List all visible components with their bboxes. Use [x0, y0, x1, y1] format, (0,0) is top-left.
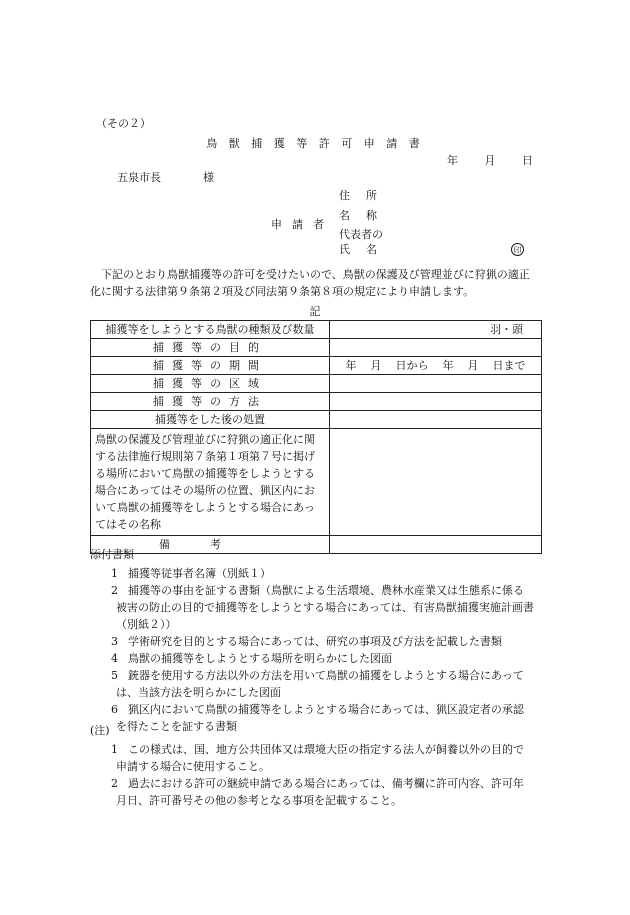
period-start-year: 年 [345, 358, 357, 372]
application-date [447, 154, 533, 167]
species-label: 捕獲等をしようとする鳥獣の種類及び数量 [91, 321, 330, 339]
purpose-label: 捕獲等の目的 [91, 339, 330, 357]
location-label: 鳥獣の保護及び管理並びに狩猟の適正化に関する法律施行規則第７条第１項第７号に掲げる場所において鳥獣の捕獲等をしようとする場合にあってはその場所の位置、猟区内において鳥獣の捕獲等をしようとする場合にあってはその名称 [91, 429, 330, 536]
notes-heading: (注) [90, 724, 110, 737]
period-end-year: 年 [442, 358, 454, 372]
applicant-address-label: 住所 [339, 189, 393, 202]
disposal-field[interactable] [330, 411, 542, 429]
table-row [91, 375, 542, 393]
list-item: 3 学術研究を目的とする場合にあっては、研究の事項及び方法を記載した書類 [111, 635, 502, 648]
addressee [117, 171, 214, 184]
attachments-heading: 添付書類 [90, 548, 134, 561]
species-unit: 羽・頭 [490, 322, 523, 336]
table-row [91, 393, 542, 411]
table-row [91, 411, 542, 429]
location-field[interactable] [330, 429, 542, 536]
seal-icon: 印 [511, 243, 524, 256]
applicant-label: 申請者 [271, 218, 334, 231]
area-label: 捕獲等の区域 [91, 375, 330, 393]
list-item: 2 過去における許可の継続申請である場合にあっては、備考欄に許可内容、許可年 月日、許可番号その他の参考となる事項を記載すること。 [111, 777, 524, 807]
period-end-day: 日まで [492, 358, 526, 372]
date-month: 月 [484, 154, 496, 167]
method-label: 捕獲等の方法 [91, 393, 330, 411]
method-field[interactable] [330, 393, 542, 411]
table-row [91, 321, 542, 339]
applicant-representative-label: 代表者の [339, 228, 383, 241]
list-item: 1 この様式は、国、地方公共団体又は環境大臣の指定する法人が飼養以外の目的で 申請する場合に使用すること。 [111, 743, 524, 773]
intro-paragraph: 下記のとおり鳥獣捕獲等の許可を受けたいので、鳥獣の保護及び管理並びに狩猟の適正化に関する法律第９条第２項及び同法第９条第８項の規定により申請します。 [90, 268, 530, 298]
table-row [91, 429, 542, 536]
date-year: 年 [447, 154, 458, 167]
table-row [91, 536, 542, 554]
table-row [91, 357, 542, 375]
disposal-label: 捕獲等をした後の処置 [91, 411, 330, 429]
attachments-list [90, 565, 542, 735]
application-table [90, 320, 542, 554]
list-item: 1 捕獲等従事者名簿（別紙１） [111, 567, 271, 580]
period-end-month: 月 [467, 358, 479, 372]
period-start-month: 月 [370, 358, 382, 372]
period-field[interactable] [330, 357, 542, 375]
ki-heading: 記 [309, 305, 321, 318]
remarks-label: 備考 [91, 536, 330, 554]
addressee-honorific: 様 [203, 171, 214, 184]
notes-list [90, 741, 542, 809]
list-item: 4 鳥獣の捕獲等をしようとする場所を明らかにした図面 [111, 652, 392, 665]
list-item: 5 銃器を使用する方法以外の方法を用いて鳥獣の捕獲をしようとする場合にあって は、当該方法を明らかにした図面 [111, 669, 524, 699]
area-field[interactable] [330, 375, 542, 393]
addressee-name: 五泉市長 [117, 171, 161, 184]
purpose-field[interactable] [330, 339, 542, 357]
period-start-day: 日から [395, 358, 429, 372]
list-item: 6 猟区内において鳥獣の捕獲等をしようとする場合にあっては、猟区設定者の承認 を得たことを証する書類 [111, 703, 524, 733]
date-day: 日 [522, 154, 533, 167]
applicant-full-name-label: 氏名 [339, 243, 393, 256]
applicant-name-label: 名称 [339, 209, 393, 222]
list-item: 2 捕獲等の事由を証する書類（鳥獣による生活環境、農林水産業又は生態系に係る 被害の防止の目的で捕獲等をしようとする場合にあっては、有害鳥獣捕獲実施計画書（別紙２）） [111, 584, 534, 631]
document-title: 鳥 獣 捕 獲 等 許 可 申 請 書 [206, 137, 424, 150]
period-label: 捕獲等の期間 [91, 357, 330, 375]
form-part-label: （その２） [96, 117, 151, 130]
remarks-field[interactable] [330, 536, 542, 554]
table-row [91, 339, 542, 357]
species-field[interactable] [330, 321, 542, 339]
